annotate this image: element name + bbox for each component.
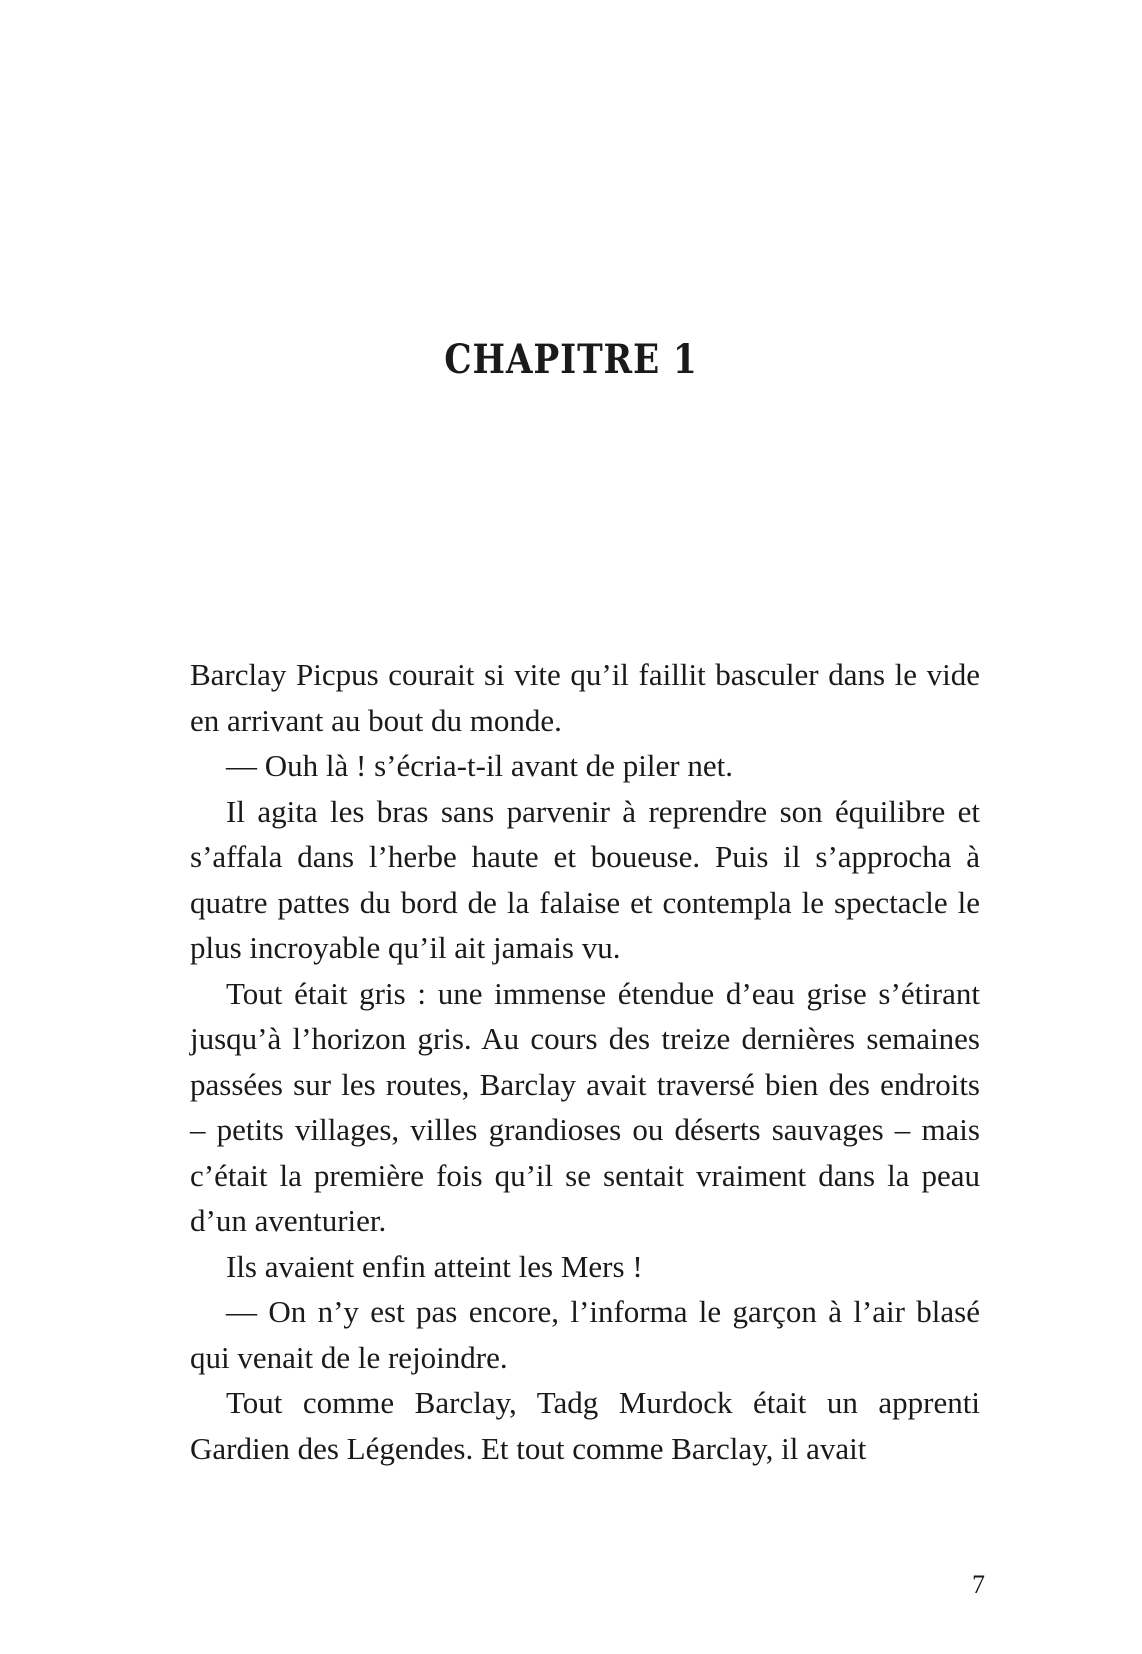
page-number: 7 bbox=[972, 1570, 985, 1599]
paragraph: Ils avaient enfin atteint les Mers ! bbox=[226, 1248, 643, 1284]
paragraph: Tout comme Barclay, Tadg Murdock était un apprenti Gardien des Légendes. Et tout comme Barclay, il avait bbox=[190, 1385, 980, 1466]
paragraph: — Ouh là ! s’écria-t-il avant de piler net. bbox=[226, 748, 733, 783]
paragraph: Il agita les bras sans parvenir à reprendre son équilibre et s’affala dans l’herbe haute et boueuse. Puis il s’approcha à quatre pattes du bord de la falaise et contempla le spectacle le plus incroyable qu’il ait jamais vu. bbox=[190, 793, 980, 965]
paragraph: Barclay Picpus courait si vite qu’il faillit basculer dans le vide en arrivant au bout du monde. bbox=[190, 657, 980, 738]
paragraph: Tout était gris : une immense étendue d’eau grise s’étirant jusqu’à l’horizon gris. Au cours des treize dernières semaines passées sur les routes, Barclay avait traversé bien des endroits – petits villages, villes grandioses ou déserts sauvages – mais c’était la première fois qu’il se sentait vraiment dans la peau d’un aventurier. bbox=[190, 975, 980, 1238]
chapter-body bbox=[190, 652, 980, 1471]
paragraph: — On n’y est pas encore, l’informa le garçon à l’air blasé qui venait de le rejoindre. bbox=[190, 1294, 980, 1375]
chapter-title: CHAPITRE 1 bbox=[444, 336, 698, 383]
